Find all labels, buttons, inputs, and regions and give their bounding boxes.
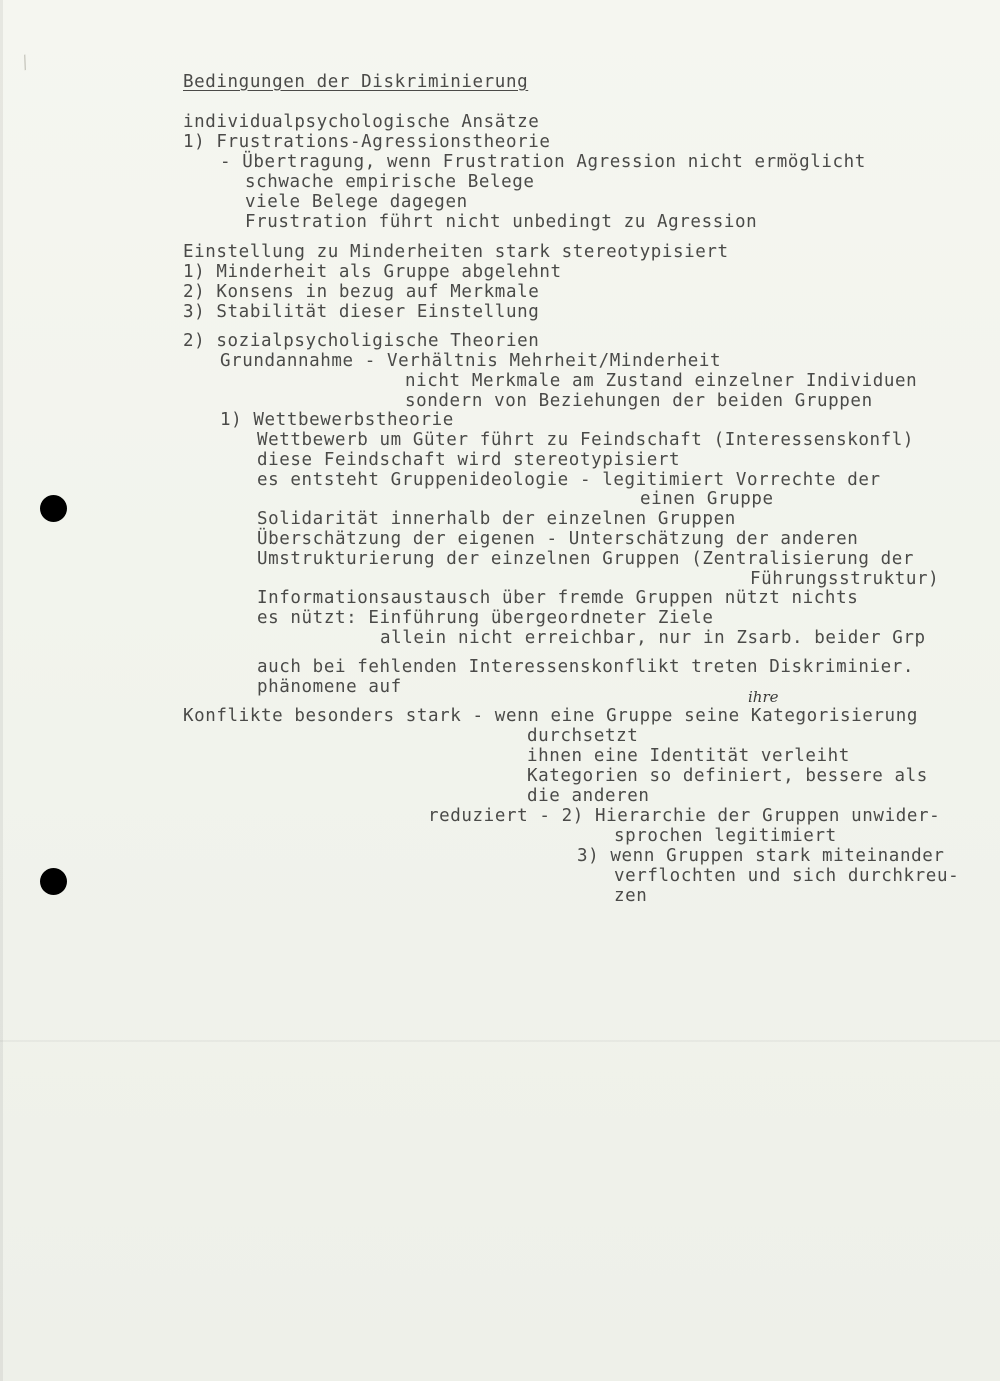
text-line: Umstrukturierung der einzelnen Gruppen (Zentralisierung der [257,549,915,569]
handwritten-correction: ihre [748,688,779,706]
punch-hole-bottom [40,868,67,895]
text-line: 3) Stabilität dieser Einstellung [183,302,540,322]
text-line: viele Belege dagegen [245,192,468,212]
text-line: Konflikte besonders stark - wenn eine Gruppe seine Kategorisierung [183,706,918,726]
text-line: die anderen [527,786,650,806]
text-line: einen Gruppe [640,489,774,509]
text-line: - Übertragung, wenn Frustration Agression nicht ermöglicht [220,152,866,172]
text-line: Überschätzung der eigenen - Unterschätzung der anderen [257,529,859,549]
punch-hole-top [40,495,67,522]
text-line: auch bei fehlenden Interessenskonflikt treten Diskriminier. [257,657,915,677]
text-line: Frustration führt nicht unbedingt zu Agression [245,212,758,232]
text-line: 1) Frustrations-Agressionstheorie [183,132,551,152]
text-line: phänomene auf [257,677,402,697]
text-line: schwache empirische Belege [245,172,535,192]
text-line: allein nicht erreichbar, nur in Zsarb. beider Grp [380,628,926,648]
text-line: 2) sozialpsycholigische Theorien [183,331,540,351]
text-line: Einstellung zu Minderheiten stark stereotypisiert [183,242,729,262]
text-line: Kategorien so definiert, bessere als [527,766,928,786]
text-line: zen [614,886,648,906]
text-line: 1) Minderheit als Gruppe abgelehnt [183,262,562,282]
text-line: ihnen eine Identität verleiht [527,746,850,766]
text-line: Informationsaustausch über fremde Gruppen nützt nichts [257,588,859,608]
text-line: individualpsychologische Ansätze [183,112,540,132]
text-line: Wettbewerb um Güter führt zu Feindschaft (Interessenskonfl) [257,430,915,450]
pencil-mark: / [18,51,32,74]
text-line: es entsteht Gruppenideologie - legitimiert Vorrechte der [257,470,881,490]
paper-fold [0,1040,1000,1042]
text-line: nicht Merkmale am Zustand einzelner Individuen [405,371,918,391]
paper-edge [0,0,3,1381]
document-title: Bedingungen der Diskriminierung [183,72,529,92]
text-line: diese Feindschaft wird stereotypisiert [257,450,681,470]
text-line: reduziert - 2) Hierarchie der Gruppen unwider- [428,806,941,826]
text-line: 1) Wettbewerbstheorie [220,410,454,430]
text-line: durchsetzt [527,726,639,746]
text-line: Solidarität innerhalb der einzelnen Gruppen [257,509,736,529]
text-line: verflochten und sich durchkreu- [614,866,960,886]
text-line: sondern von Beziehungen der beiden Gruppen [405,391,873,411]
text-line: Führungsstruktur) [750,569,940,589]
text-line: sprochen legitimiert [614,826,837,846]
text-line: Grundannahme - Verhältnis Mehrheit/Minderheit [220,351,722,371]
text-line: 2) Konsens in bezug auf Merkmale [183,282,540,302]
text-line: es nützt: Einführung übergeordneter Ziele [257,608,714,628]
text-line: 3) wenn Gruppen stark miteinander [577,846,945,866]
